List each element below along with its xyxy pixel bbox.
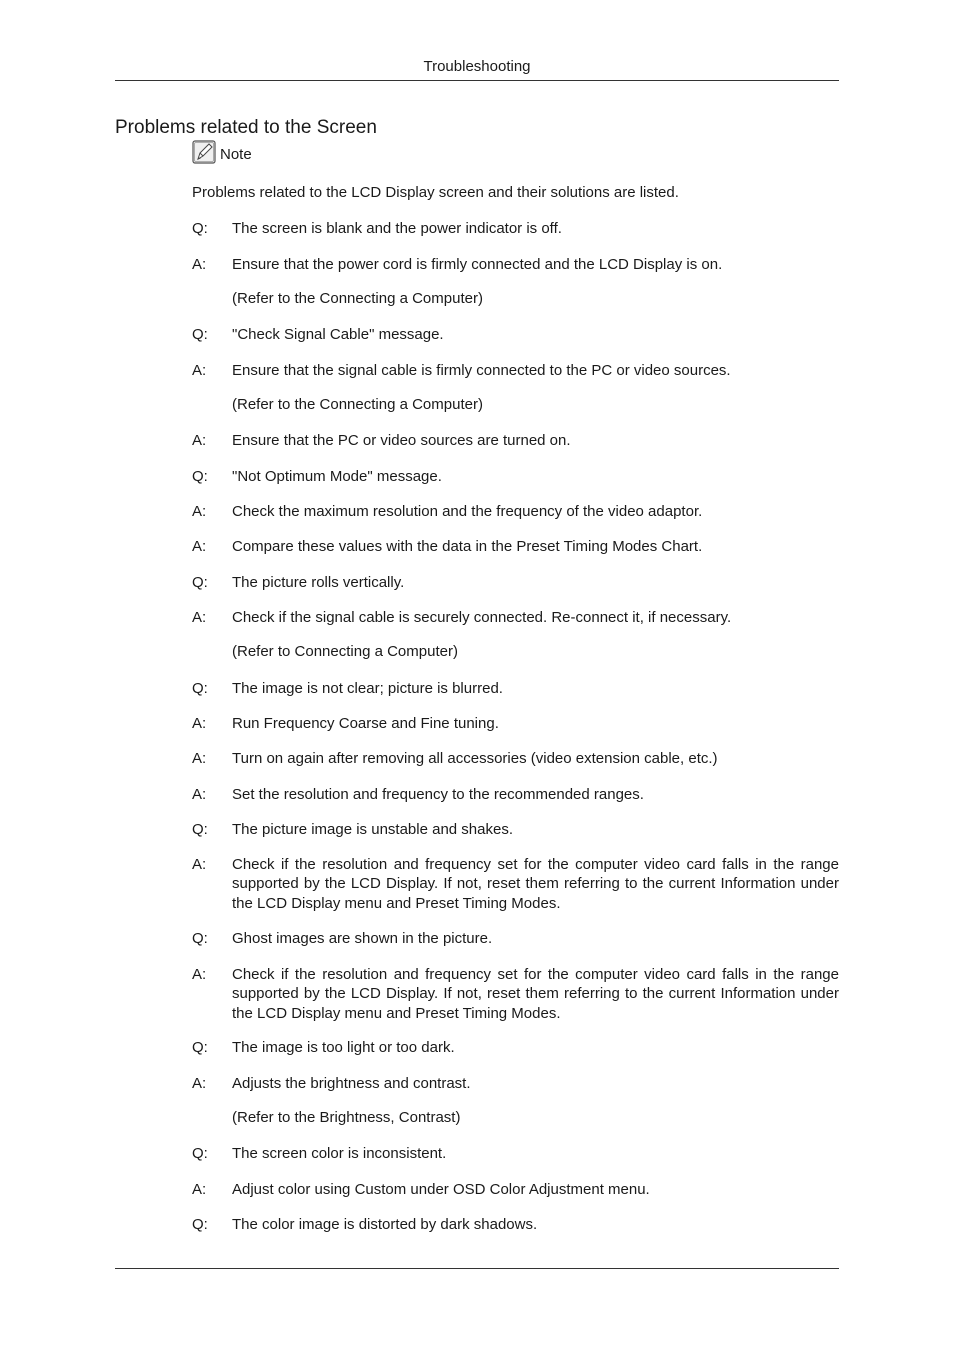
quote-open: " <box>232 326 238 343</box>
answer-text: Ensure that the signal cable is firmly connected to the PC or video sources. <box>232 362 731 379</box>
footer-divider <box>115 1268 839 1269</box>
question-item <box>192 929 839 948</box>
answer-item <box>192 502 839 521</box>
menu-term-coarse: Coarse <box>338 715 388 732</box>
question-marker: Q: <box>192 1039 208 1056</box>
question-text: The color image is distorted by dark shadows. <box>232 1216 538 1233</box>
answer-item <box>192 431 839 450</box>
menu-term-contrast: contrast <box>412 1075 467 1092</box>
quote-close: " message. <box>367 468 442 485</box>
answer-text: Check the maximum resolution and the frequency of the video adaptor. <box>232 503 703 520</box>
answer-text <box>232 1180 839 1199</box>
message-name: Check Signal Cable <box>237 326 370 343</box>
question-item <box>192 679 839 698</box>
menu-term-fine: Fine <box>420 715 450 732</box>
answer-item <box>192 714 839 733</box>
text-run: and <box>387 715 421 732</box>
answer-item <box>192 749 839 768</box>
answer-marker: A: <box>192 750 207 767</box>
question-item <box>192 573 839 592</box>
question-item <box>192 467 839 486</box>
answer-item <box>192 1074 839 1093</box>
question-marker: Q: <box>192 680 208 697</box>
answer-marker: A: <box>192 786 207 803</box>
question-text: The picture rolls vertically. <box>232 574 405 591</box>
answer-marker: A: <box>192 538 207 555</box>
quote-open: " <box>232 468 238 485</box>
question-text: Ghost images are shown in the picture. <box>232 930 493 947</box>
question-item <box>192 325 839 344</box>
question-text: The image is too light or too dark. <box>232 1039 455 1056</box>
answer-text <box>232 1074 839 1093</box>
answer-marker: A: <box>192 256 207 273</box>
question-text: The screen color is inconsistent. <box>232 1145 447 1162</box>
question-text <box>232 467 839 486</box>
answer-text: Check if the signal cable is securely connected. Re-connect it, if necessary. <box>232 609 732 626</box>
answer-text: Check if the resolution and frequency set for the computer video card falls in the range supported by the LCD Display. If not, reset them referring to the current Information under the LCD Display menu and Preset Timing Modes. <box>232 966 839 1022</box>
question-text: The image is not clear; picture is blurred. <box>232 680 503 697</box>
question-item <box>192 1144 839 1163</box>
text-run: under OSD Color Adjustment menu. <box>406 1181 650 1198</box>
answer-text: Turn on again after removing all accessories (video extension cable, etc.) <box>232 750 718 767</box>
text-run: and <box>379 1075 413 1092</box>
answer-marker: A: <box>192 856 207 873</box>
menu-term-brightness: Brightness <box>319 1109 391 1126</box>
question-marker: Q: <box>192 1145 208 1162</box>
note-pencil-icon <box>192 140 216 164</box>
section-heading: Problems related to the Screen <box>115 117 377 138</box>
question-marker: Q: <box>192 326 208 343</box>
question-text: The screen is blank and the power indicator is off. <box>232 220 562 237</box>
question-marker: Q: <box>192 220 208 237</box>
answer-item <box>192 361 839 380</box>
page-header-title: Troubleshooting <box>423 58 531 75</box>
question-marker: Q: <box>192 821 208 838</box>
reference-note: (Refer to the Connecting a Computer) <box>232 290 483 307</box>
question-marker: Q: <box>192 1216 208 1233</box>
answer-item <box>192 1180 839 1199</box>
answer-item <box>192 255 839 274</box>
answer-marker: A: <box>192 432 207 449</box>
quote-close: " message. <box>369 326 444 343</box>
menu-term-brightness: brightness <box>310 1075 380 1092</box>
question-marker: Q: <box>192 574 208 591</box>
question-item <box>192 1215 839 1234</box>
answer-marker: A: <box>192 1181 207 1198</box>
question-text: The picture image is unstable and shakes. <box>232 821 513 838</box>
message-name: Not Optimum Mode <box>237 468 368 485</box>
text-run: tuning. <box>449 715 499 732</box>
answer-marker: A: <box>192 715 207 732</box>
intro-text: Problems related to the LCD Display screen and their solutions are listed. <box>192 184 679 201</box>
answer-item <box>192 608 839 627</box>
answer-item <box>192 785 839 804</box>
answer-marker: A: <box>192 609 207 626</box>
text-run: Adjusts the <box>232 1075 311 1092</box>
question-item <box>192 820 839 839</box>
answer-item <box>192 537 839 556</box>
answer-item <box>192 965 839 1023</box>
note-callout <box>192 140 252 164</box>
answer-marker: A: <box>192 362 207 379</box>
question-text <box>232 325 839 344</box>
note-label: Note <box>220 146 252 163</box>
answer-text: Check if the resolution and frequency set for the computer video card falls in the range supported by the LCD Display. If not, reset them referring to the current Information under the LCD Display menu and Preset Timing Modes. <box>232 856 839 912</box>
question-marker: Q: <box>192 930 208 947</box>
answer-text: Ensure that the power cord is firmly connected and the LCD Display is on. <box>232 256 723 273</box>
text-run: Run Frequency <box>232 715 339 732</box>
text-run: (Refer to the <box>232 1109 320 1126</box>
menu-term-contrast: Contrast <box>398 1109 456 1126</box>
question-item <box>192 1038 839 1057</box>
answer-marker: A: <box>192 966 207 983</box>
text-run: . <box>466 1075 471 1092</box>
answer-item <box>192 855 839 913</box>
menu-term-custom: Custom <box>354 1181 407 1198</box>
reference-note: (Refer to the Connecting a Computer) <box>232 396 483 413</box>
reference-note: (Refer to Connecting a Computer) <box>232 643 458 660</box>
question-marker: Q: <box>192 468 208 485</box>
text-run: Adjust color using <box>232 1181 355 1198</box>
answer-marker: A: <box>192 503 207 520</box>
answer-text: Set the resolution and frequency to the recommended ranges. <box>232 786 644 803</box>
reference-note <box>232 1109 460 1126</box>
question-item <box>192 219 839 238</box>
answer-text: Compare these values with the data in the Preset Timing Modes Chart. <box>232 538 703 555</box>
text-run: , <box>390 1109 399 1126</box>
answer-text <box>232 714 839 733</box>
answer-text: Ensure that the PC or video sources are turned on. <box>232 432 571 449</box>
answer-marker: A: <box>192 1075 207 1092</box>
text-run: ) <box>455 1109 461 1126</box>
header-divider <box>115 80 839 81</box>
